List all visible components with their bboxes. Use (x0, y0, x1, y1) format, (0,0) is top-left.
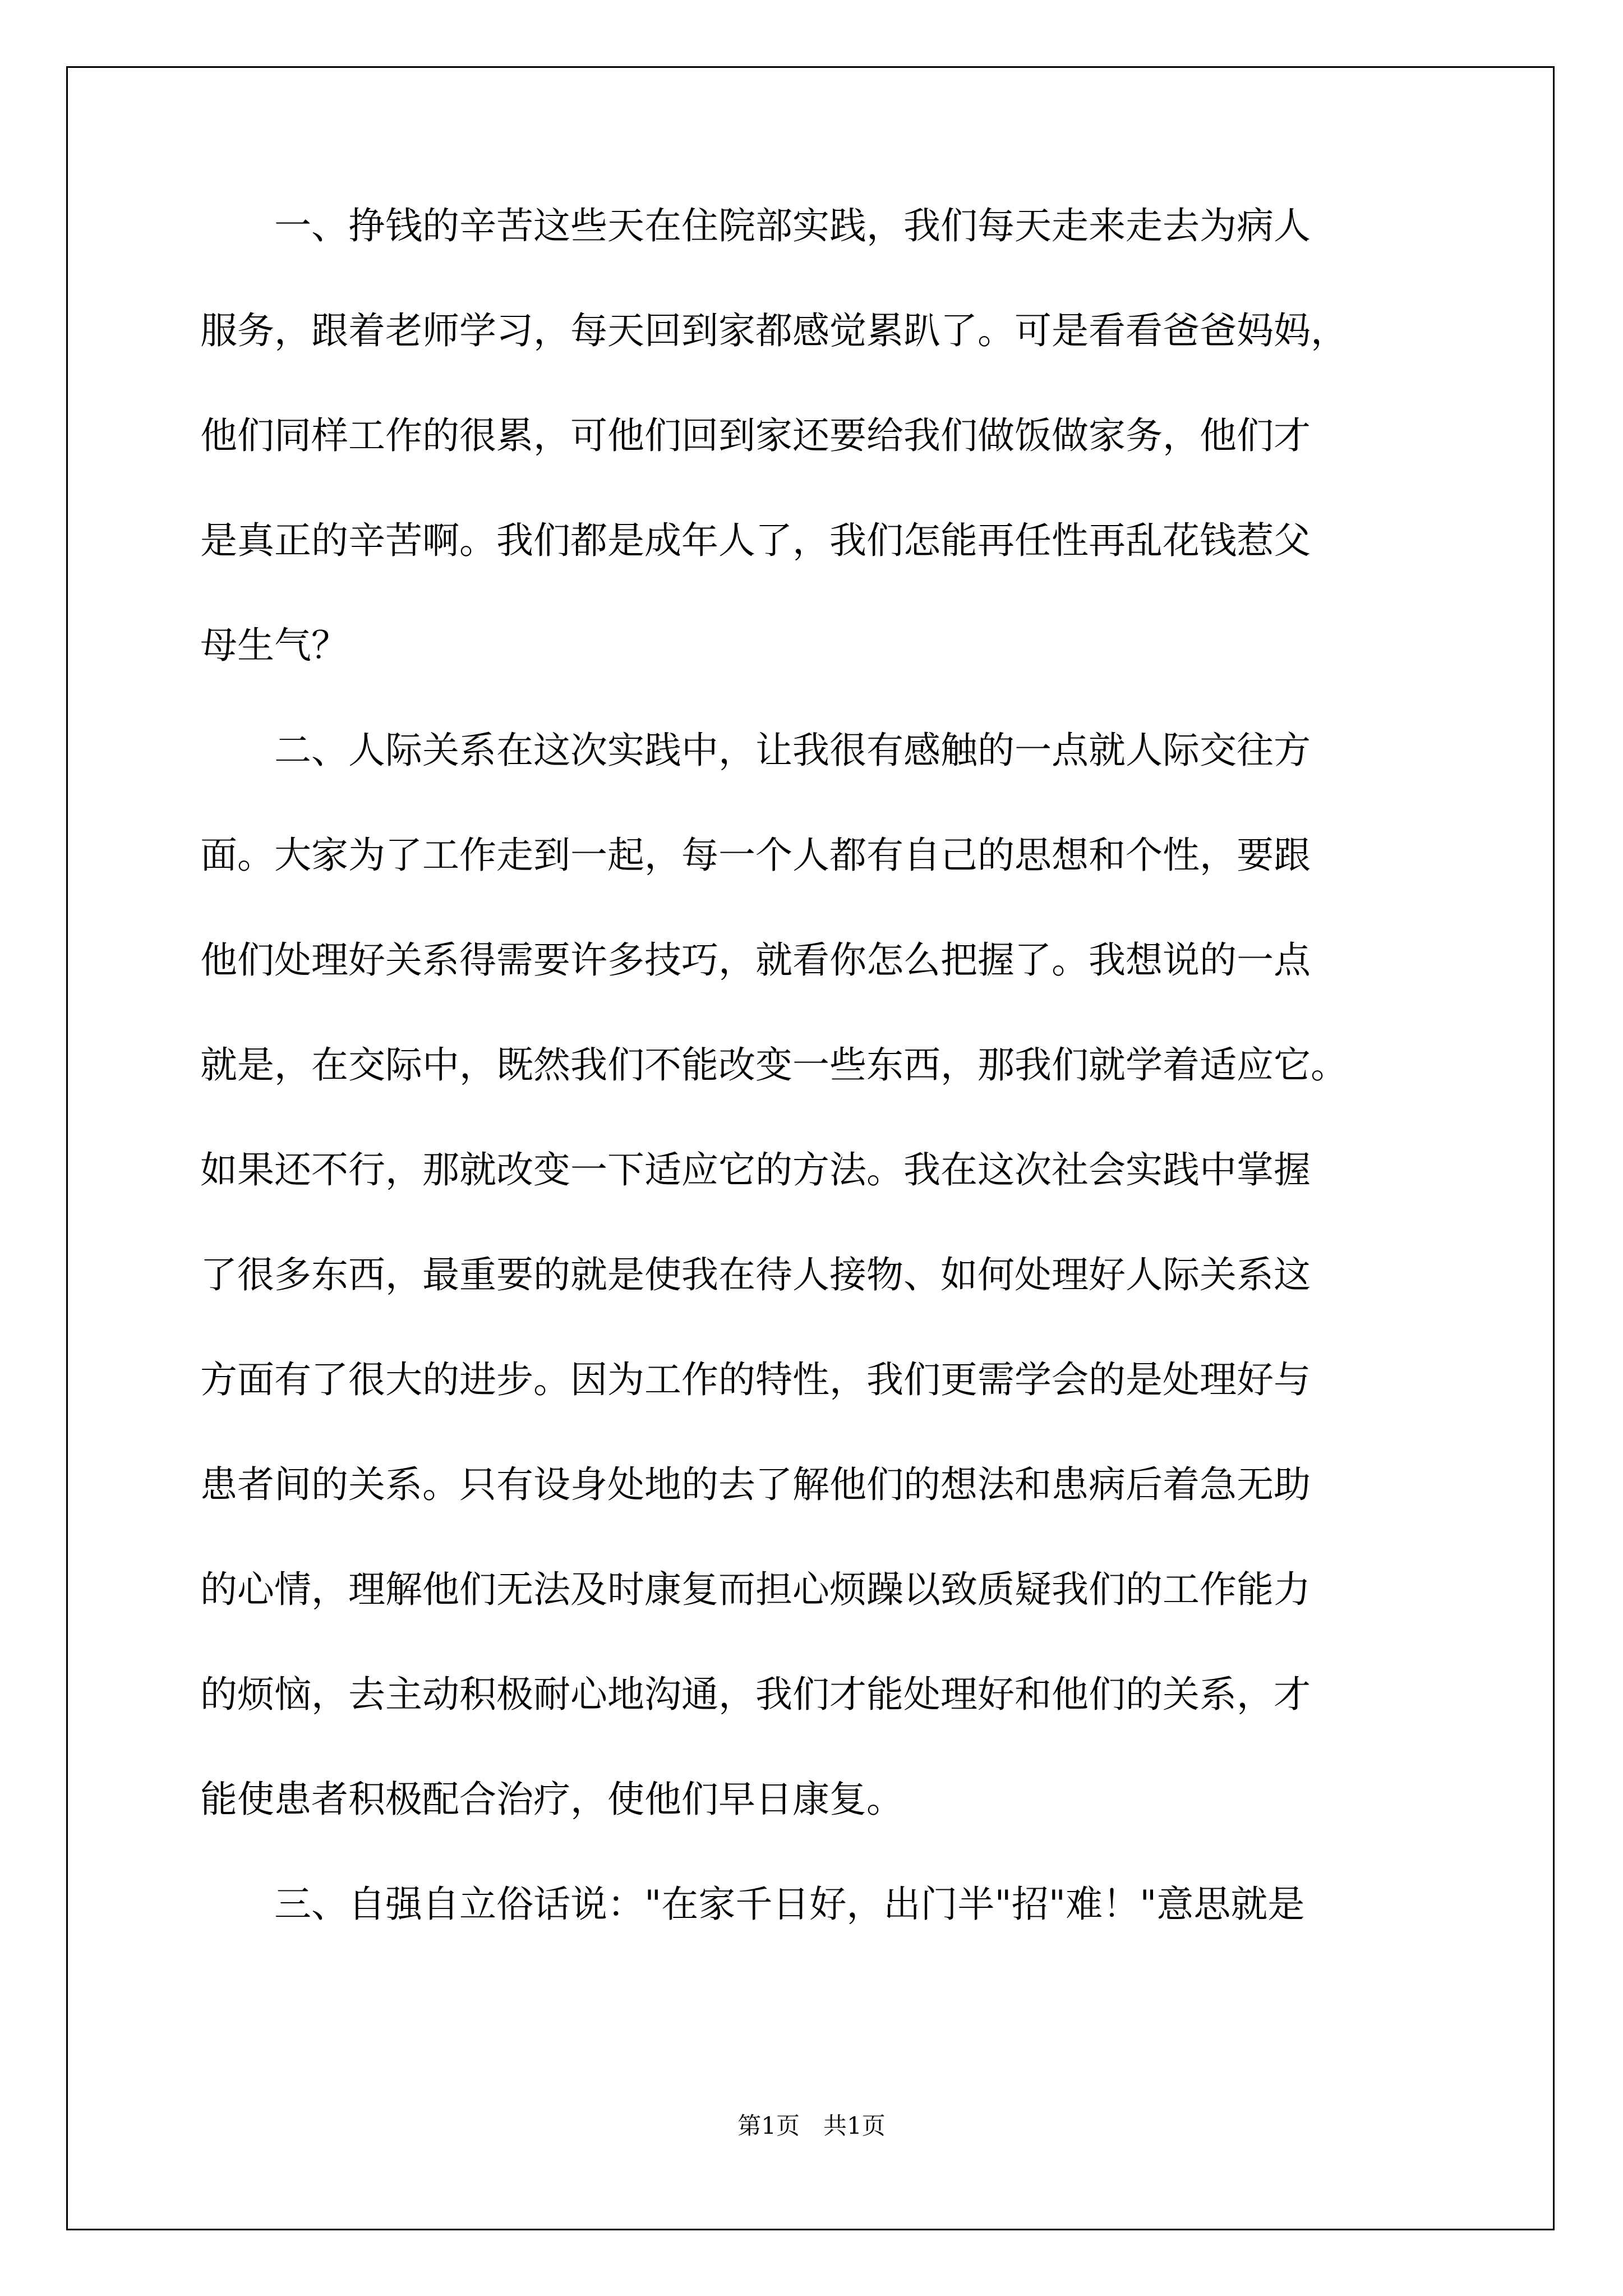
text-line: 的心情，理解他们无法及时康复而担心烦躁以致质疑我们的工作能力 (200, 1568, 1311, 1611)
text-line: 面。大家为了工作走到一起，每一个人都有自己的思想和个性，要跟 (200, 834, 1311, 877)
text-line: 二、人际关系在这次实践中，让我很有感触的一点就人际交往方 (200, 729, 1311, 772)
page-number-footer: 第1页 共1页 (737, 2112, 886, 2139)
text-line: 能使患者积极配合治疗，使他们早日康复。 (200, 1778, 903, 1821)
text-line: 他们处理好关系得需要许多技巧，就看你怎么把握了。我想说的一点 (200, 938, 1311, 982)
text-line: 方面有了很大的进步。因为工作的特性，我们更需学会的是处理好与 (200, 1358, 1311, 1401)
text-line: 患者间的关系。只有设身处地的去了解他们的想法和患病后着急无助 (200, 1463, 1311, 1506)
text-line: 就是，在交际中，既然我们不能改变一些东西，那我们就学着适应它。 (200, 1043, 1348, 1087)
text-line: 一、挣钱的辛苦这些天在住院部实践，我们每天走来走去为病人 (200, 204, 1311, 247)
text-line: 服务，跟着老师学习，每天回到家都感觉累趴了。可是看看爸爸妈妈， (200, 309, 1348, 352)
text-line: 是真正的辛苦啊。我们都是成年人了，我们怎能再任性再乱花钱惹父 (200, 519, 1311, 562)
text-line: 母生气？ (200, 624, 348, 667)
text-line: 了很多东西，最重要的就是使我在待人接物、如何处理好人际关系这 (200, 1253, 1311, 1296)
text-line: 如果还不行，那就改变一下适应它的方法。我在这次社会实践中掌握 (200, 1148, 1311, 1191)
text-line: 三、自强自立俗话说："在家千日好，出门半"招"难！"意思就是 (200, 1883, 1305, 1926)
text-line: 他们同样工作的很累，可他们回到家还要给我们做饭做家务，他们才 (200, 414, 1311, 457)
text-line: 的烦恼，去主动积极耐心地沟通，我们才能处理好和他们的关系，才 (200, 1673, 1311, 1716)
